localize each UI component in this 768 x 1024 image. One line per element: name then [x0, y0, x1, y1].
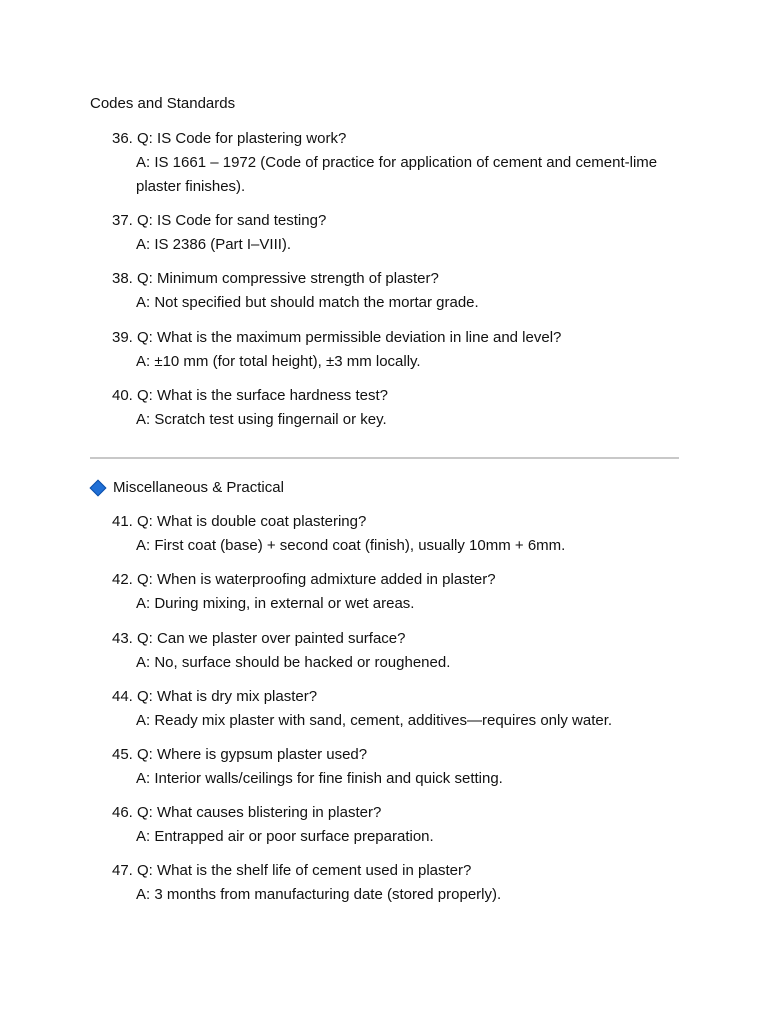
question-text: 39. Q: What is the maximum permissible deviation in line and level? [112, 329, 562, 346]
answer-text: A: During mixing, in external or wet areas. [136, 595, 415, 612]
answer-text: A: No, surface should be hacked or roughened. [136, 654, 451, 671]
question-text: 38. Q: Minimum compressive strength of plaster? [112, 270, 439, 287]
question-text: 40. Q: What is the surface hardness test? [112, 387, 388, 404]
qa-item-44 [112, 685, 692, 733]
answer-text: A: First coat (base) + second coat (finish), usually 10mm + 6mm. [136, 537, 566, 554]
section-heading-label: Miscellaneous & Practical [113, 479, 284, 496]
qa-item-45 [112, 743, 692, 791]
qa-item-41 [112, 510, 692, 558]
qa-item-39 [112, 326, 692, 374]
answer-text: A: 3 months from manufacturing date (stored properly). [136, 886, 502, 903]
question-text: 43. Q: Can we plaster over painted surface? [112, 630, 406, 647]
question-text: 45. Q: Where is gypsum plaster used? [112, 746, 368, 763]
qa-item-40 [112, 384, 692, 432]
question-text: 42. Q: When is waterproofing admixture added in plaster? [112, 571, 496, 588]
qa-item-47 [112, 859, 692, 907]
qa-item-42 [112, 568, 692, 616]
qa-item-38 [112, 267, 692, 315]
answer-text: A: IS 2386 (Part I–VIII). [136, 236, 292, 253]
answer-text: A: Entrapped air or poor surface preparation. [136, 828, 434, 845]
answer-text: A: IS 1661 – 1972 (Code of practice for application of cement and cement-lime plaster finishes). [136, 154, 658, 195]
question-text: 44. Q: What is dry mix plaster? [112, 688, 318, 705]
question-text: 46. Q: What causes blistering in plaster? [112, 804, 382, 821]
qa-item-46 [112, 801, 692, 849]
qa-item-37 [112, 209, 692, 257]
qa-item-43 [112, 627, 692, 675]
answer-text: A: Scratch test using fingernail or key. [136, 411, 387, 428]
question-text: 47. Q: What is the shelf life of cement used in plaster? [112, 862, 472, 879]
blue-diamond-icon [90, 480, 107, 497]
answer-text: A: ±10 mm (for total height), ±3 mm locally. [136, 353, 421, 370]
horizontal-divider [90, 457, 679, 459]
answer-text: A: Interior walls/ceilings for fine finish and quick setting. [136, 770, 503, 787]
question-text: 41. Q: What is double coat plastering? [112, 513, 367, 530]
qa-item-36 [112, 127, 692, 199]
answer-text: A: Not specified but should match the mortar grade. [136, 294, 479, 311]
section-heading-codes-and-standards [90, 94, 235, 114]
question-text: 37. Q: IS Code for sand testing? [112, 212, 327, 229]
section-heading-miscellaneous-practical [90, 478, 284, 498]
question-text: 36. Q: IS Code for plastering work? [112, 130, 347, 147]
section-heading-label: Codes and Standards [90, 95, 236, 112]
answer-text: A: Ready mix plaster with sand, cement, additives—requires only water. [136, 712, 613, 729]
